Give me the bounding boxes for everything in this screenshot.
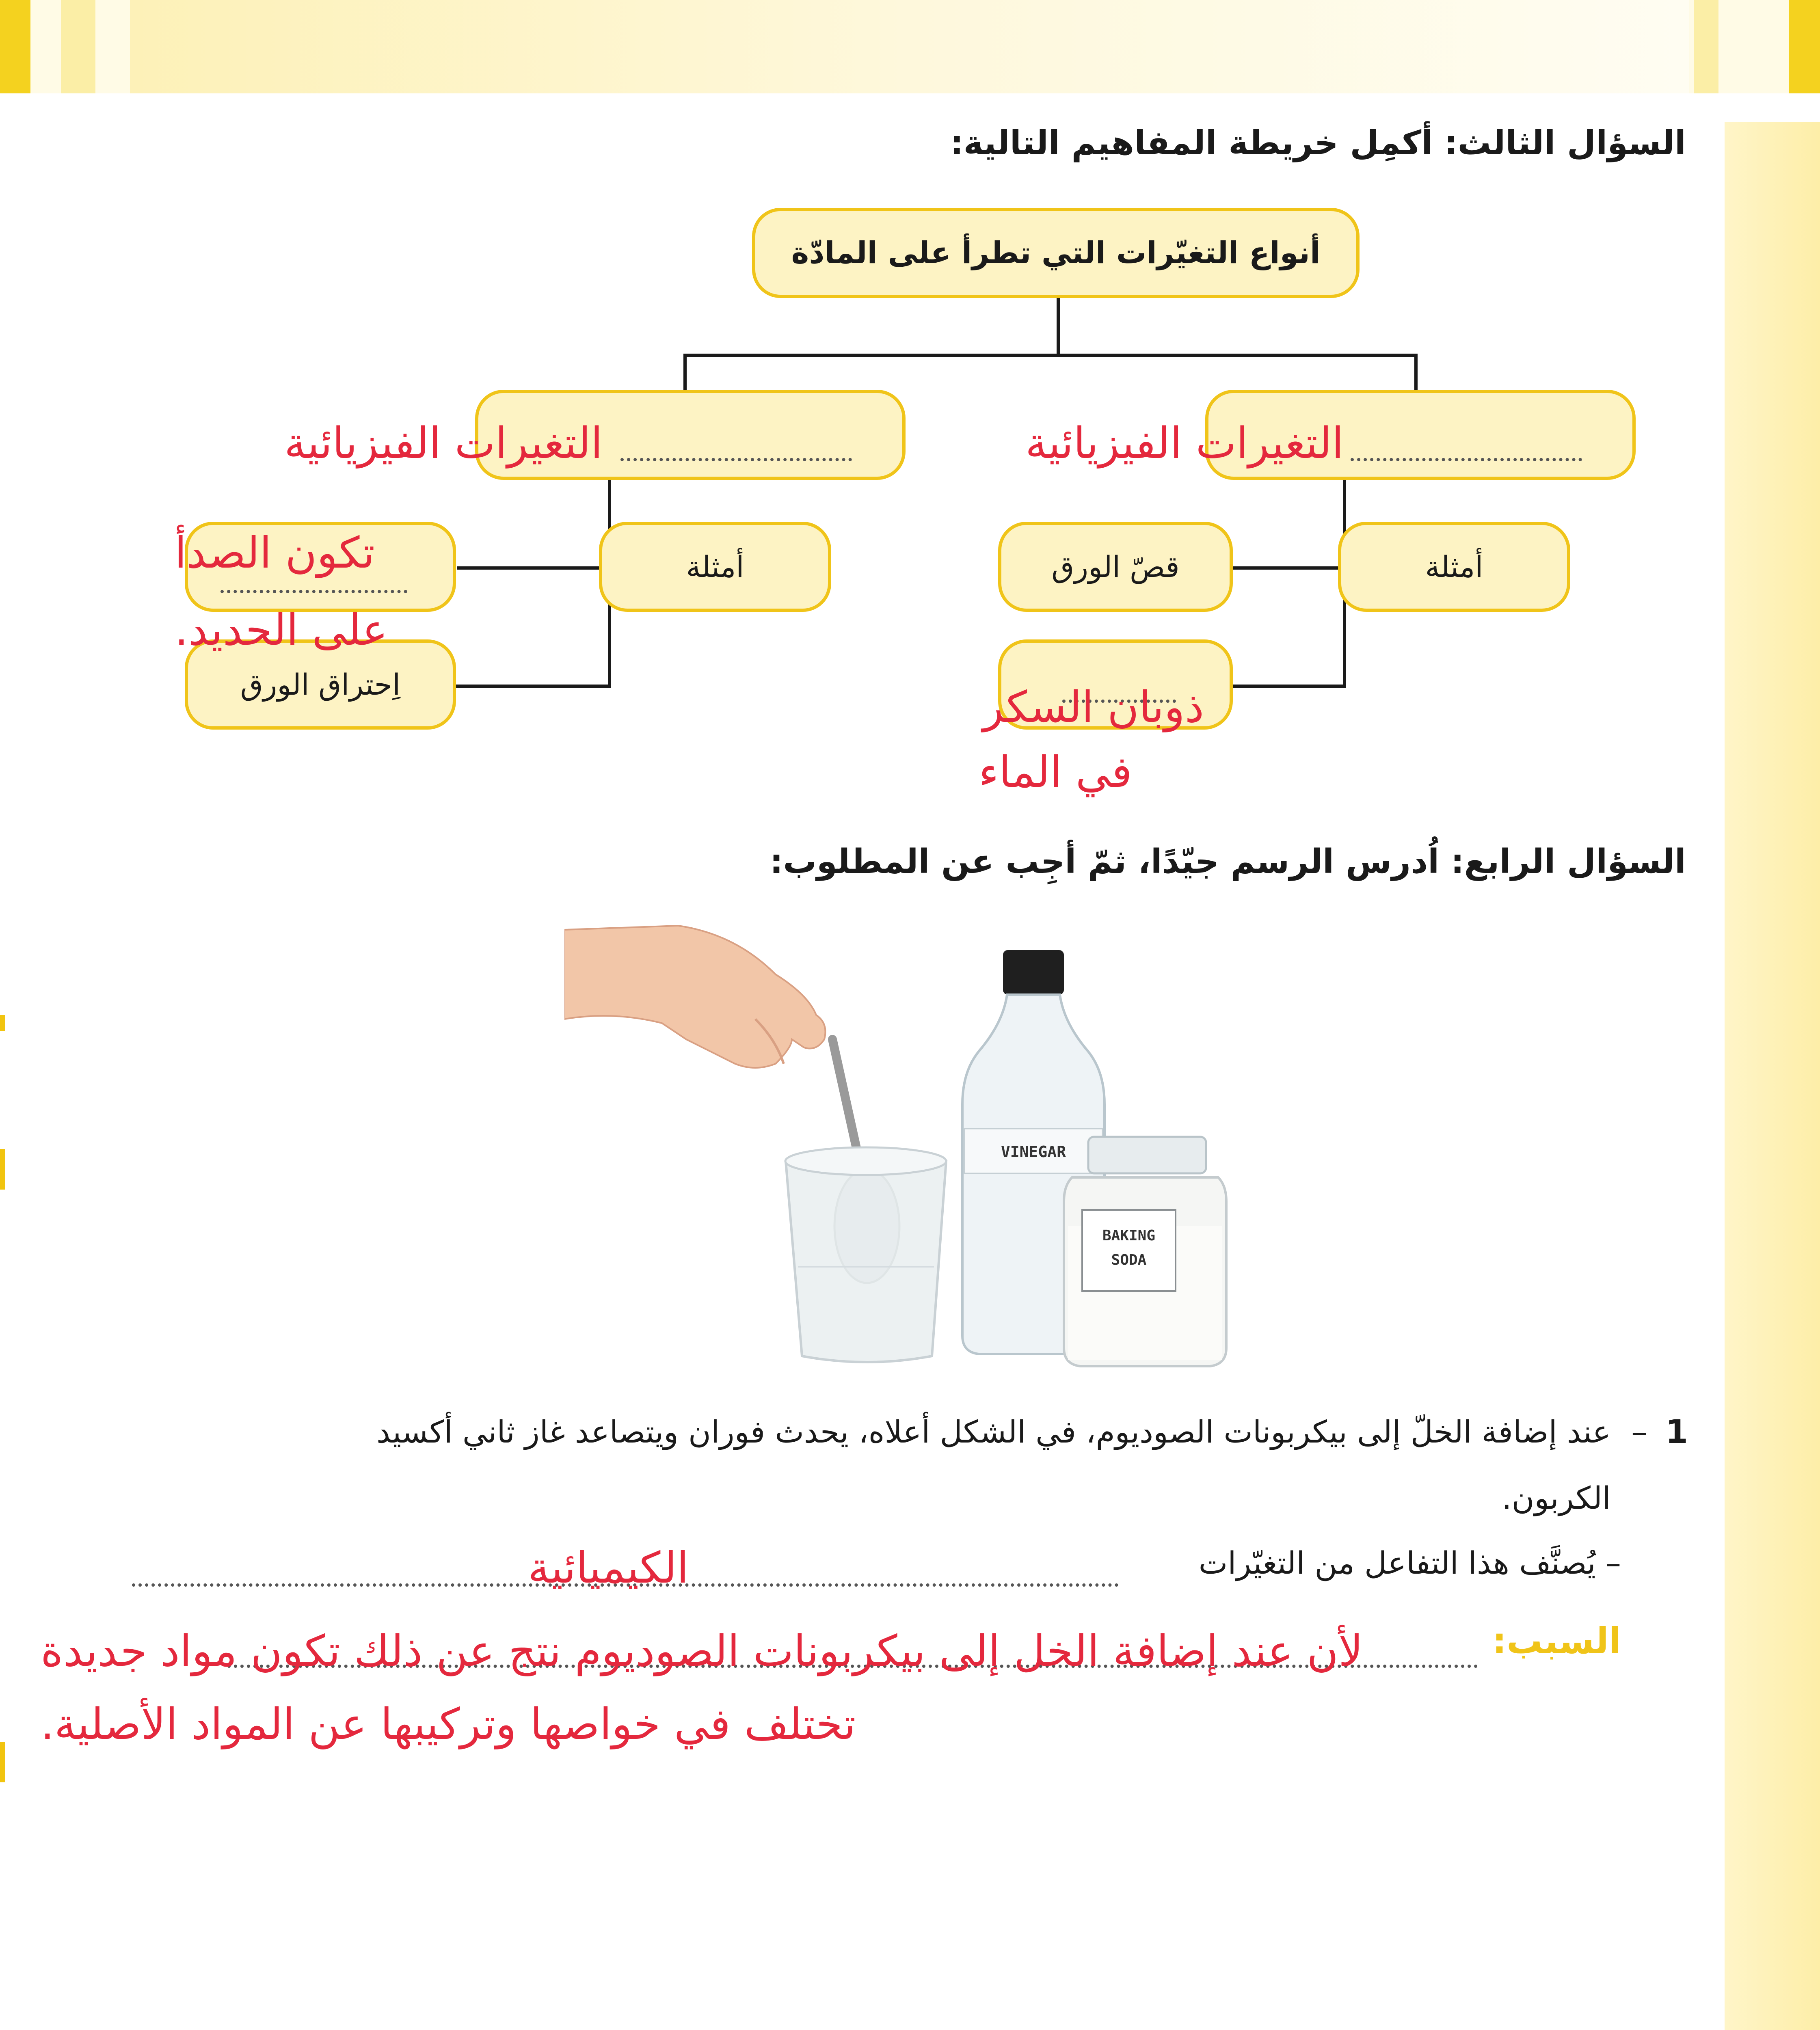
right-example-answer-line1: ذوبان السكر bbox=[983, 682, 1204, 732]
map-connector bbox=[1057, 296, 1060, 355]
right-example-answer-line2: في الماء bbox=[979, 747, 1132, 797]
left-examples-box bbox=[599, 522, 831, 612]
classify-prompt: – يُصنَّف هذا التفاعل من التغيّرات bbox=[1198, 1545, 1621, 1581]
margin-marker bbox=[0, 1742, 5, 1782]
question-3-title: السؤال الثالث: أكمِل خريطة المفاهيم التالية: bbox=[950, 124, 1686, 162]
concept-root-label: أنواع التغيّرات التي تطرأ على المادّة bbox=[791, 235, 1321, 270]
right-branch-answer: التغيرات الفيزيائية bbox=[1025, 418, 1344, 468]
reason-answer-line1: لأن عند إضافة الخل إلى بيكربونات الصوديوم نتج عن ذلك تكون مواد جديدة bbox=[41, 1626, 1363, 1676]
left-example-given: اِحتراق الورق bbox=[240, 667, 401, 702]
vinegar-baking-soda-image bbox=[564, 918, 1230, 1372]
right-examples-label: أمثلة bbox=[1425, 550, 1483, 584]
right-example-given-box bbox=[998, 522, 1233, 612]
margin-marker bbox=[0, 1149, 5, 1190]
map-connector bbox=[457, 566, 603, 570]
header-strip-right-2 bbox=[1789, 0, 1820, 93]
left-example-answer-line2: على الحديد. bbox=[175, 605, 388, 655]
item-number: 1 bbox=[1665, 1413, 1688, 1451]
margin-marker bbox=[0, 1015, 5, 1031]
left-example-answer-line1: تكون الصدأ bbox=[175, 528, 375, 578]
right-example-given: قصّ الورق bbox=[1051, 550, 1180, 584]
vinegar-label: VINEGAR bbox=[1001, 1143, 1066, 1161]
map-connector bbox=[1414, 354, 1418, 394]
answer-blank bbox=[620, 458, 852, 461]
concept-root-box bbox=[752, 208, 1360, 298]
item-dash: – bbox=[1631, 1413, 1647, 1451]
header-strip-left-2 bbox=[61, 0, 95, 93]
header-gradient bbox=[130, 0, 1689, 93]
reason-label: السبب: bbox=[1492, 1620, 1621, 1662]
header-strip-left-1 bbox=[0, 0, 30, 93]
hand-icon bbox=[564, 926, 826, 1068]
answer-blank bbox=[220, 590, 407, 593]
map-connector bbox=[1230, 566, 1344, 570]
soda-label: SODA bbox=[1111, 1252, 1147, 1268]
item-text-line2: الكربون. bbox=[1502, 1480, 1611, 1516]
bottle-cap-icon bbox=[1003, 950, 1064, 995]
left-examples-label: أمثلة bbox=[686, 550, 744, 584]
header-strip-right-1 bbox=[1694, 0, 1718, 93]
item-text-line1: عند إضافة الخلّ إلى بيكربونات الصوديوم، في الشكل أعلاه، يحدث فوران ويتصاعد غاز ثاني أكسيد bbox=[376, 1414, 1611, 1450]
side-panel bbox=[1725, 122, 1820, 2030]
baking-label: BAKING bbox=[1102, 1227, 1156, 1244]
map-connector bbox=[683, 354, 687, 394]
glass-icon bbox=[786, 1161, 946, 1362]
question-4-title: السؤال الرابع: اُدرس الرسم جيّدًا، ثمّ أجِب عن المطلوب: bbox=[770, 842, 1686, 881]
left-branch-answer: التغيرات الفيزيائية bbox=[284, 418, 603, 468]
map-connector bbox=[1230, 685, 1346, 688]
map-connector bbox=[455, 685, 611, 688]
map-connector bbox=[683, 354, 1418, 357]
jar-lid-icon bbox=[1088, 1137, 1206, 1173]
classify-answer: الكيميائية bbox=[528, 1543, 689, 1593]
answer-blank bbox=[1351, 458, 1582, 461]
right-examples-box bbox=[1338, 522, 1570, 612]
reason-answer-line2: تختلف في خواصها وتركيبها عن المواد الأصلية. bbox=[41, 1699, 856, 1749]
